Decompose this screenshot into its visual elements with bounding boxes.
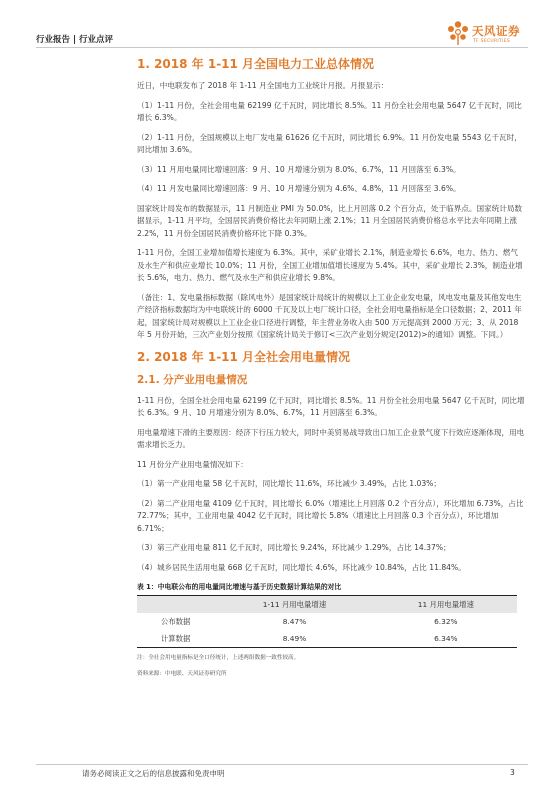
page-number: 3 <box>510 768 515 777</box>
section1-title: 1. 2018 年 1-11 月全国电力工业总体情况 <box>137 57 375 71</box>
header-divider <box>36 47 528 48</box>
table-header-row <box>137 596 517 614</box>
section2-paragraph: （2）第二产业用电量 4109 亿千瓦时，同比增长 6.0%（增速比上月回落 0.2 个百分点），环比增加 6.73%，占比 72.77%；其中，工业用电量 4042 亿千瓦时，同比增长 5.8%（增速比上月回落 0.3 个百分点），环比增加 6.71%； <box>137 498 524 533</box>
report-category: 行业报告 | 行业点评 <box>36 35 114 45</box>
section1-paragraph: （3）11 月用电量同比增速回落：9 月、10 月增速分别为 8.0%、6.7%，11 月回落至 6.3%。 <box>137 164 461 174</box>
table-note: 注：全社会用电量指标是全口径统计，上述两组数据一致性较高。 <box>137 655 300 661</box>
section1-note: （备注：1、发电量指标数据（除风电外）是国家统计局统计的规模以上工业企业发电量，风电发电量及其他发电生产经济指标数据均为中电联统计的 6000 千瓦及以上电厂统计口径，全社会用电量指标是全口径数据；2、2011 年起，国家统计局对规模以上工业企业口径进行调整，年主营业务收入由 500 万元提高到 2000 万元；3、从 2018 年 5 月份开始，三次产业划分按照《国家统计局关于修订<三次产业划分规定(2012)>的通知》调整。下同。） <box>137 292 522 339</box>
company-logo <box>446 20 546 50</box>
section1-paragraph: 国家统计局发布的数据显示，11 月制造业 PMI 为 50.0%，比上月回落 0.2 个百分点，处于临界点。国家统计局数据显示，1-11 月平均，全国居民消费价格比去年同期上涨 2.1%；11 月全国居民消费价格总水平比去年同期上涨 2.2%，11 月份全国居民消费价格环比下降 0.3%。 <box>137 203 523 238</box>
section1-paragraph: 近日，中电联发布了 2018 年 1-11 月全国电力工业统计月报。月报显示： <box>137 81 389 90</box>
table-row <box>137 613 517 630</box>
table-source: 资料来源：中电联、天风证券研究所 <box>137 671 227 677</box>
section2-paragraph: （1）第一产业用电量 58 亿千瓦时，同比增长 11.6%，环比减少 3.49%，占比 1.03%； <box>137 479 441 488</box>
flower-logo-icon <box>446 20 470 46</box>
section1-paragraph: （1）1-11 月份，全社会用电量 62199 亿千瓦时，同比增长 8.5%。11 月份全社会用电量 5647 亿千瓦时，同比增长 6.3%。 <box>137 100 522 122</box>
footer-disclaimer: 请务必阅读正文之后的信息披露和免责申明 <box>82 769 225 778</box>
section1-paragraph: （2）1-11 月份，全国规模以上电厂发电量 61626 亿千瓦时，同比增长 6.9%。11 月份发电量 5543 亿千瓦时，同比增加 3.6%。 <box>137 132 522 154</box>
section1-paragraph: （4）11 月发电量同比增速回落：9 月、10 月增速分别为 4.6%、4.8%，11 月回落至 3.6%。 <box>137 184 461 193</box>
table-row <box>137 630 517 648</box>
comparison-table <box>137 595 517 648</box>
table-cell: 8.47% <box>282 617 307 626</box>
table-cell: 6.34% <box>375 630 517 648</box>
section2-paragraph: 1-11 月份，全国全社会用电量 62199 亿千瓦时，同比增长 8.5%。11 月份全社会用电量 5647 亿千瓦时，同比增长 6.3%。9 月、10 月增速分别为 8.0%、6.7%，11 月回落至 6.3%。 <box>137 395 525 417</box>
section2-paragraph: 11 月份分产业用电量情况如下： <box>137 459 248 469</box>
table-cell: 公布数据 <box>160 617 191 626</box>
table-cell: 8.49% <box>214 630 374 648</box>
section2-title: 2. 2018 年 1-11 月全社会用电量情况 <box>137 349 351 364</box>
table-cell: 6.32% <box>434 617 458 626</box>
section2-subtitle: 2.1. 分产业用电量情况 <box>137 373 248 386</box>
section1-paragraph: 1-11 月份，全国工业增加值增长速度为 6.3%。其中，采矿业增长 2.1%，制造业增长 6.6%，电力、热力、燃气及水生产和供应业增长 10.0%；11 月份，全国工业增加值增长速度为 5.4%。其中，采矿业增长 2.3%，制造业增长 5.6%，电力、热力、燃气及水生产和供应业增长 9.8%。 <box>137 248 523 282</box>
section2-paragraph: 用电量增速下滑的主要原因：经济下行压力较大，同时中美贸易战导致出口加工企业景气度下行效应逐渐体现，用电需求增长乏力。 <box>137 427 525 449</box>
logo-en-name: TF SECURITIES <box>473 39 511 44</box>
table-cell: 计算数据 <box>137 630 214 648</box>
table-title: 表 1：中电联公布的用电量同比增速与基于历史数据计算结果的对比 <box>137 583 342 591</box>
table-header-cell <box>137 596 214 614</box>
table-header-cell: 1-11 月用电量增速 <box>214 596 374 614</box>
logo-name: 天风证券 <box>472 24 520 38</box>
main-content <box>137 56 525 677</box>
section2-paragraph: （3）第三产业用电量 811 亿千瓦时，同比增长 9.24%，环比减少 1.29%，占比 14.37%； <box>137 543 451 552</box>
footer-divider <box>36 764 528 765</box>
table-header-cell: 11 月用电量增速 <box>375 596 517 614</box>
section2-paragraph: （4）城乡居民生活用电量 668 亿千瓦时，同比增长 4.6%，环比减少 10.84%，占比 11.84%。 <box>137 562 466 572</box>
